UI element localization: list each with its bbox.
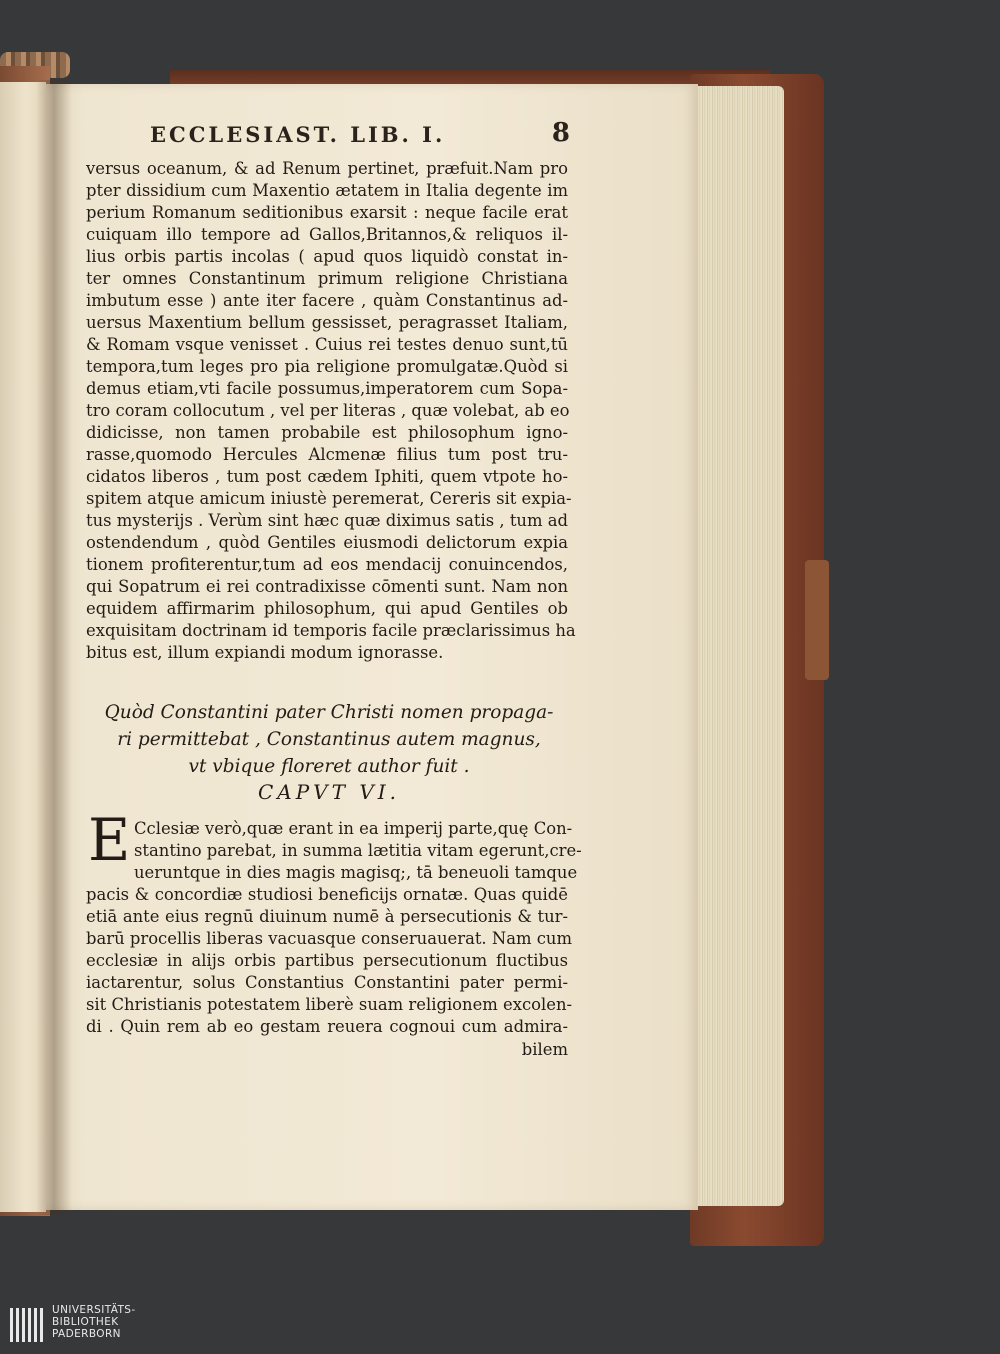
text-line: bitus est, illum expiandi modum ignorasse.: [86, 643, 444, 662]
text-line: cuiquam illo tempore ad Gallos,Britannos,& reliquos il-: [86, 225, 568, 244]
library-logo-icon: [8, 1304, 48, 1350]
chapter-heading-line: Quòd Constantini pater Christi nomen propaga-: [104, 702, 554, 723]
gutter-shadow: [36, 80, 72, 1215]
text-line: spitem atque amicum iniustè peremerat, Cereris sit expia-: [86, 489, 572, 508]
text-line: ostendendum , quòd Gentiles eiusmodi delictorum expia: [86, 533, 568, 552]
library-logo: [0, 1300, 180, 1354]
text-line: tionem profiterentur,tum ad eos mendacij conuincendos,: [86, 555, 568, 574]
text-line: sit Christianis potestatem liberè suam religionem excolen-: [86, 995, 573, 1014]
text-line: iactarentur, solus Constantius Constantini pater permi-: [86, 973, 568, 992]
chapter-number: CAPVT VI.: [257, 780, 401, 804]
text-line: equidem affirmarim philosophum, qui apud Gentiles ob: [86, 599, 568, 618]
chapter-heading-line: ri permittebat , Constantinus autem magnus,: [117, 729, 541, 750]
running-head-title: ECCLESIAST. LIB. I.: [150, 122, 446, 147]
page-block-edges: [698, 86, 784, 1206]
text-line: imbutum esse ) ante iter facere , quàm Constantinus ad-: [86, 291, 568, 310]
page-number: 8: [551, 118, 570, 148]
text-line: rasse,quomodo Hercules Alcmenæ filius tum post tru-: [86, 445, 568, 464]
text-line: perium Romanum seditionibus exarsit : neque facile erat: [86, 203, 568, 222]
clasp-strap: [805, 560, 829, 680]
text-line: tus mysterijs . Verùm sint hæc quæ diximus satis , tum ad: [86, 511, 568, 530]
text-line: tempora,tum leges pro pia religione promulgatæ.Quòd si: [86, 357, 568, 376]
drop-cap: E: [88, 806, 131, 874]
text-line: stantino parebat, in summa lætitia vitam egerunt,cre-: [134, 841, 582, 860]
text-line: uersus Maxentium bellum gessisset, peragrasset Italiam,: [86, 313, 568, 332]
text-line: exquisitam doctrinam id temporis facile præclarissimus ha: [86, 621, 576, 640]
text-line: versus oceanum, & ad Renum pertinet, præfuit.Nam pro: [86, 159, 568, 178]
logo-line: PADERBORN: [52, 1328, 121, 1340]
text-line: & Romam vsque venisset . Cuius rei testes denuo sunt,tū: [86, 335, 568, 354]
text-line: di . Quin rem ab eo gestam reuera cognoui cum admira-: [86, 1017, 568, 1036]
text-line: ueruntque in dies magis magisq;, tā beneuoli tamque: [134, 863, 578, 882]
library-logo-text: [52, 1304, 136, 1340]
text-line: ter omnes Constantinum primum religione Christiana: [86, 269, 568, 288]
text-line: ecclesiæ in alijs orbis partibus persecutionum fluctibus: [86, 951, 568, 970]
chapter-heading-line: vt vbique floreret author fuit .: [188, 756, 470, 777]
text-line: cidatos liberos , tum post cædem Iphiti, quem vtpote ho-: [86, 467, 568, 486]
text-line: etiā ante eius regnū diuinum numē à persecutionis & tur-: [86, 907, 568, 926]
text-line: didicisse, non tamen probabile est philosophum igno-: [86, 423, 568, 442]
text-line: Cclesiæ verò,quæ erant in ea imperij parte,quę Con-: [134, 819, 573, 838]
catchword: bilem: [521, 1040, 568, 1059]
text-line: barū procellis liberas vacuasque conseruauerat. Nam cum: [86, 929, 572, 948]
text-line: demus etiam,vti facile possumus,imperatorem cum Sopa-: [86, 379, 568, 398]
text-line: pacis & concordiæ studiosi beneficijs ornatæ. Quas quidē: [86, 885, 568, 904]
running-head: [150, 118, 570, 152]
text-line: qui Sopatrum ei rei contradixisse cōmenti sunt. Nam non: [86, 577, 568, 596]
logo-line: BIBLIOTHEK: [52, 1316, 119, 1328]
text-line: tro coram collocutum , vel per literas , quæ volebat, ab eo: [86, 401, 570, 420]
text-line: pter dissidium cum Maxentio ætatem in Italia degente im: [86, 181, 568, 200]
text-line: lius orbis partis incolas ( apud quos liquidò constat in-: [86, 247, 568, 266]
logo-line: UNIVERSITÄTS-: [52, 1304, 136, 1316]
